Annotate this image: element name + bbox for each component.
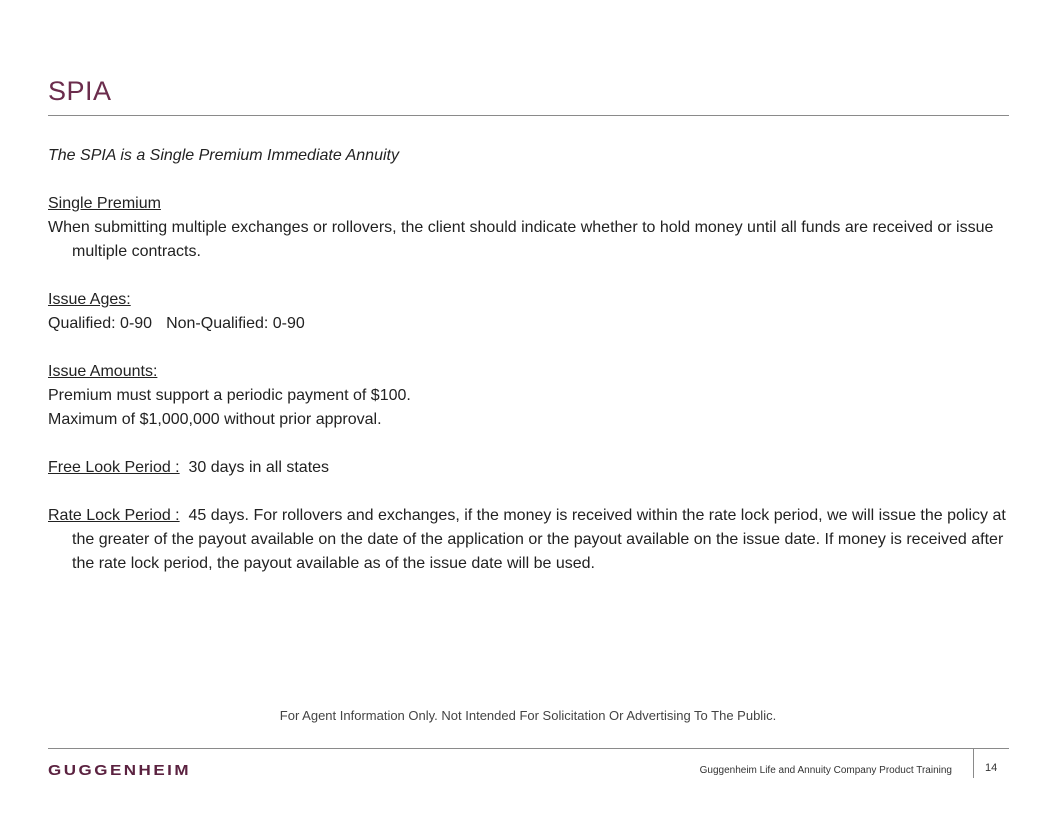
- issue-ages-heading: Issue Ages:: [48, 291, 131, 308]
- footer-divider: [48, 748, 1009, 749]
- page-number: 14: [985, 762, 998, 774]
- rate-lock-line: [48, 504, 1010, 576]
- issue-amounts-heading: Issue Amounts:: [48, 363, 158, 380]
- footer-vertical-divider: [973, 748, 974, 778]
- guggenheim-logo: GUGGENHEIM: [48, 762, 192, 779]
- free-look-value: 30 days in all states: [188, 459, 330, 476]
- slide-title: SPIA: [48, 76, 112, 106]
- slide-body: [48, 144, 1010, 576]
- issue-amounts-line2: Maximum of $1,000,000 without prior approval.: [48, 411, 382, 428]
- issue-amounts-line1: Premium must support a periodic payment of $100.: [48, 387, 411, 404]
- rate-lock-label: Rate Lock Period :: [48, 507, 180, 524]
- rate-lock-value: 45 days. For rollovers and exchanges, if the money is received within the rate lock period, we will issue the policy at the greater of the payout available on the date of the application or the payout available on the issue date. If money is received after the rate lock period, the payout available as of the issue date will be used.: [72, 507, 1006, 572]
- free-look-label: Free Look Period :: [48, 459, 180, 476]
- issue-ages-line: [48, 312, 1010, 336]
- single-premium-heading: Single Premium: [48, 195, 161, 212]
- issue-ages-non-qualified: Non-Qualified: 0-90: [166, 315, 305, 332]
- footer-training-text: Guggenheim Life and Annuity Company Product Training: [699, 765, 952, 776]
- intro-text: The SPIA is a Single Premium Immediate Annuity: [48, 147, 399, 164]
- footer-disclaimer: For Agent Information Only. Not Intended For Solicitation Or Advertising To The Public.: [279, 708, 777, 723]
- issue-ages-qualified: Qualified: 0-90: [48, 315, 153, 332]
- title-divider: [48, 115, 1009, 116]
- single-premium-text: When submitting multiple exchanges or rollovers, the client should indicate whether to hold money until all funds are received or issue multiple contracts.: [48, 219, 994, 260]
- free-look-line: [48, 456, 1010, 480]
